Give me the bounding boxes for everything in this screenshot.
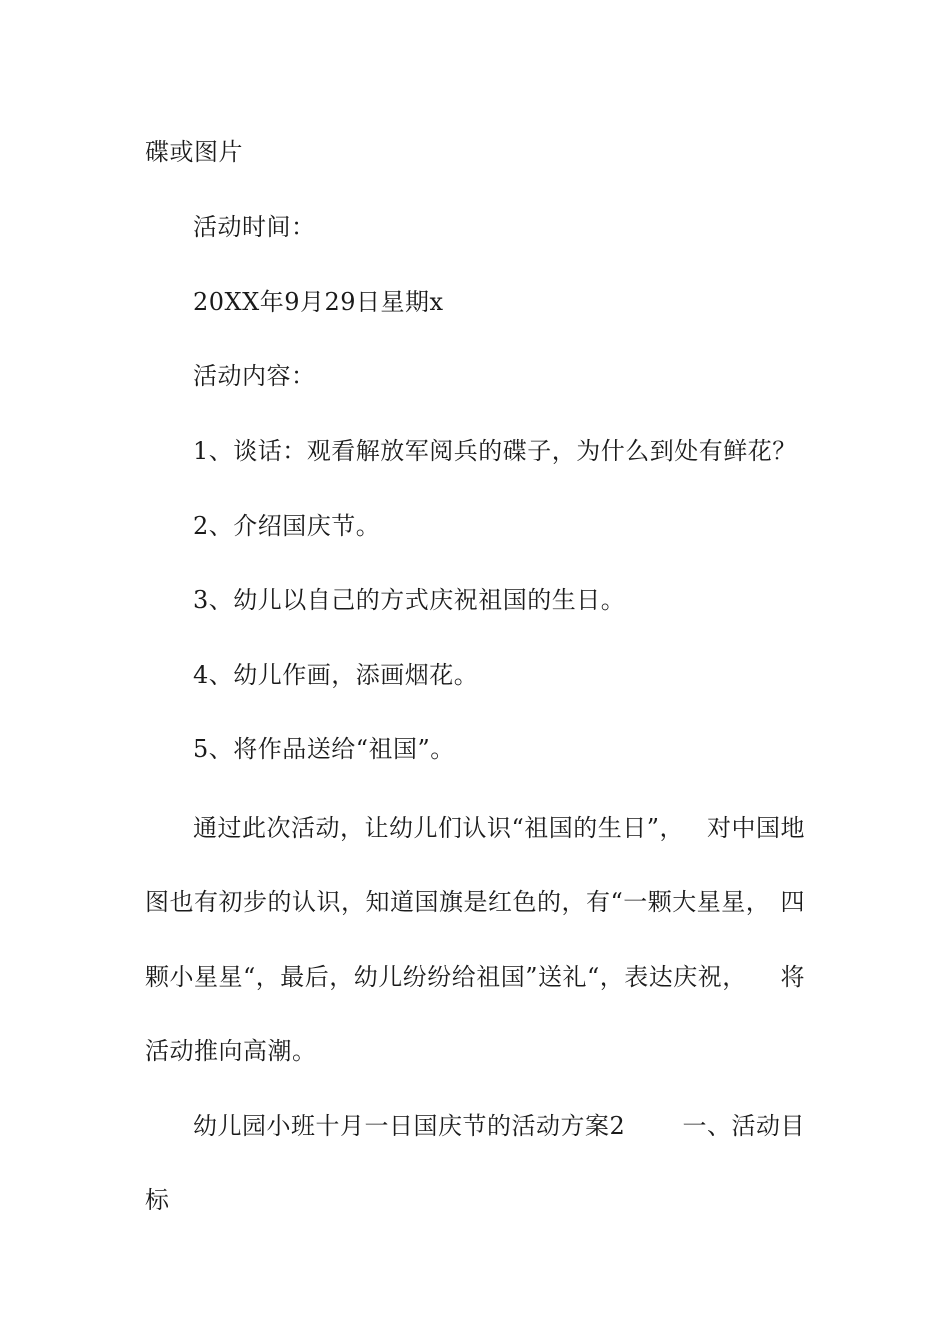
content-item-4: 4、幼儿作画，添画烟花。	[193, 661, 479, 689]
summary-text: 将	[780, 963, 805, 991]
text-line: 碟或图片	[145, 138, 243, 166]
summary-paragraph-line-2	[145, 882, 805, 917]
content-item-2: 2、介绍国庆节。	[193, 512, 381, 540]
summary-paragraph-line-4: 活动推向高潮。	[145, 1037, 317, 1065]
activity-content-heading: 活动内容：	[193, 362, 316, 390]
section-heading-line-2: 标	[145, 1186, 170, 1214]
plan-title: 幼儿园小班十月一日国庆节的活动方案2	[193, 1112, 626, 1140]
content-item-1: 1、谈话：观看解放军阅兵的碟子，为什么到处有鲜花？	[193, 437, 797, 465]
content-item-5: 5、将作品送给“祖国”。	[193, 735, 455, 763]
section-heading: 一、活动目	[682, 1112, 805, 1140]
activity-time-heading: 活动时间：	[193, 213, 316, 241]
summary-text: 图也有初步的认识，知道国旗是红色的，有“一颗大星星，	[145, 888, 771, 916]
summary-text: 对中国地	[707, 814, 805, 842]
summary-text: 颗小星星“，最后，幼儿纷纷给祖国”送礼“，表达庆祝，	[145, 963, 747, 991]
summary-paragraph-line-3	[145, 957, 805, 992]
activity-date: 20XX年9月29日星期x	[193, 288, 444, 316]
summary-text: 四	[780, 888, 805, 916]
content-item-3: 3、幼儿以自己的方式庆祝祖国的生日。	[193, 586, 626, 614]
summary-paragraph-line-1	[193, 808, 805, 843]
summary-text: 通过此次活动，让幼儿们认识“祖国的生日”，	[193, 814, 685, 842]
section-heading-line-1	[193, 1106, 805, 1141]
